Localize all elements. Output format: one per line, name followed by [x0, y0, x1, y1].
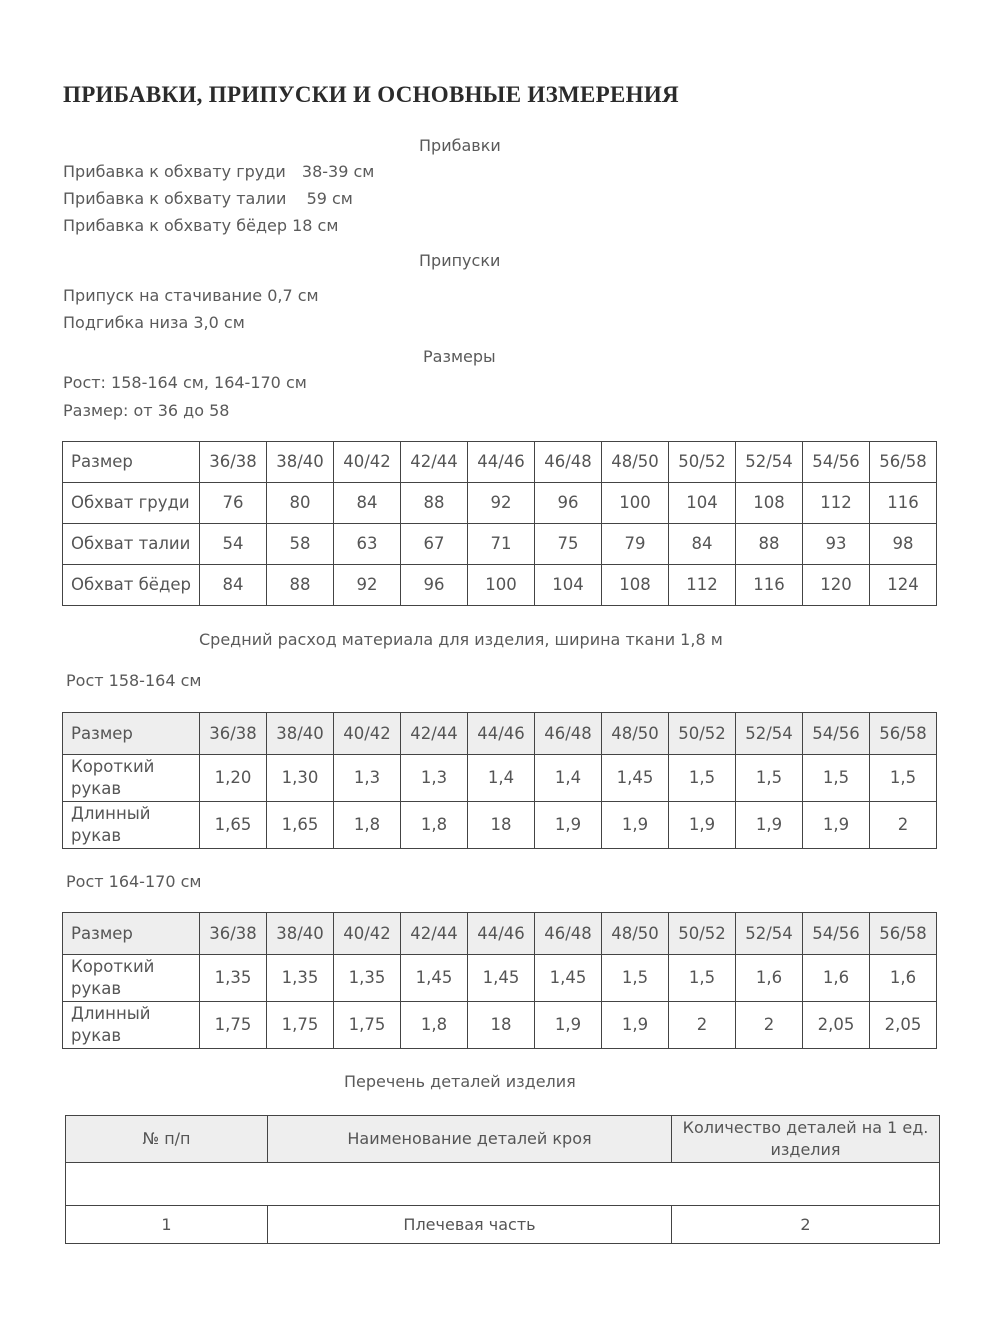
table-cell: 1,65: [267, 802, 334, 849]
size-header-cell: 56/58: [870, 713, 937, 755]
table-header-row: [66, 1116, 940, 1163]
table-cell: 1,9: [535, 802, 602, 849]
table-cell: 1,75: [267, 1002, 334, 1049]
table-cell: 88: [267, 565, 334, 606]
table-cell: 54: [200, 524, 267, 565]
size-header-cell: 36/38: [200, 713, 267, 755]
table-row-long-sleeve: [63, 1002, 937, 1049]
table-cell: 100: [468, 565, 535, 606]
column-header-count: Количество деталей на 1 ед. изделия: [672, 1116, 940, 1163]
table-row-waist: [63, 524, 937, 565]
table-row-long-sleeve: [63, 802, 937, 849]
table-cell: 1,4: [535, 755, 602, 802]
size-range-line: Размер: от 36 до 58: [63, 401, 230, 420]
table-cell: 1,6: [803, 955, 870, 1002]
table-cell: 1,6: [870, 955, 937, 1002]
hem-allowance-line: Подгибка низа 3,0 см: [63, 313, 245, 332]
table-row-short-sleeve: [63, 955, 937, 1002]
table-cell: 1,45: [602, 755, 669, 802]
table-cell: 2,05: [870, 1002, 937, 1049]
size-header-cell: 50/52: [669, 913, 736, 955]
table-cell: 2: [870, 802, 937, 849]
size-header-cell: 42/44: [401, 442, 468, 483]
size-header-cell: 48/50: [602, 442, 669, 483]
table-cell: 92: [334, 565, 401, 606]
table-header-row: [63, 713, 937, 755]
allowance-hips: Прибавка к обхвату бёдер 18 см: [63, 216, 339, 235]
table-cell: 1,4: [468, 755, 535, 802]
height-range-line: Рост: 158-164 см, 164-170 см: [63, 373, 307, 392]
table-cell: 1,3: [334, 755, 401, 802]
table-cell: 1,5: [803, 755, 870, 802]
table-cell: 1,8: [401, 1002, 468, 1049]
allowance-waist: Прибавка к обхвату талии 59 см: [63, 189, 353, 208]
page-title: ПРИБАВКИ, ПРИПУСКИ И ОСНОВНЫЕ ИЗМЕРЕНИЯ: [63, 82, 679, 107]
size-header-cell: 42/44: [401, 913, 468, 955]
consumption-table-158-164: [62, 712, 937, 849]
size-header-cell: 56/58: [870, 442, 937, 483]
header-size-label: Размер: [63, 913, 200, 955]
table-cell: 75: [535, 524, 602, 565]
consumption-heading: Средний расход материала для изделия, ширина ткани 1,8 м: [199, 630, 723, 649]
table-cell: 1,9: [669, 802, 736, 849]
table-empty-row: [66, 1163, 940, 1206]
table-cell: 1,8: [334, 802, 401, 849]
table-cell: 84: [200, 565, 267, 606]
size-header-cell: 36/38: [200, 442, 267, 483]
table-cell: 104: [669, 483, 736, 524]
table-cell: 88: [736, 524, 803, 565]
table-cell: 116: [736, 565, 803, 606]
column-header-name: Наименование деталей кроя: [268, 1116, 672, 1163]
details-table: [65, 1115, 940, 1244]
size-header-cell: 44/46: [468, 442, 535, 483]
table-cell: 1,5: [736, 755, 803, 802]
table-cell: 67: [401, 524, 468, 565]
row-label: Обхват талии: [63, 524, 200, 565]
table-cell: 18: [468, 802, 535, 849]
table-cell: 1,5: [870, 755, 937, 802]
size-header-cell: 44/46: [468, 713, 535, 755]
table-cell: Плечевая часть: [268, 1206, 672, 1244]
table-cell: 76: [200, 483, 267, 524]
table-cell: 112: [803, 483, 870, 524]
header-size-label: Размер: [63, 442, 200, 483]
table-cell: 1,45: [468, 955, 535, 1002]
table-cell: 1,3: [401, 755, 468, 802]
row-label: Длинный рукав: [63, 1002, 200, 1049]
table-cell: 58: [267, 524, 334, 565]
table-row-hips: [63, 565, 937, 606]
table-cell: 1,35: [334, 955, 401, 1002]
row-label: Короткий рукав: [63, 755, 200, 802]
table-cell: 96: [535, 483, 602, 524]
table-cell: 96: [401, 565, 468, 606]
table-cell: 1,20: [200, 755, 267, 802]
table-cell: 1,9: [803, 802, 870, 849]
size-header-cell: 54/56: [803, 713, 870, 755]
size-header-cell: 38/40: [267, 713, 334, 755]
size-header-cell: 44/46: [468, 913, 535, 955]
sizes-heading: Размеры: [423, 347, 496, 366]
size-header-cell: 52/54: [736, 913, 803, 955]
allowance-chest: Прибавка к обхвату груди 38-39 см: [63, 162, 375, 181]
table-cell: 1,45: [535, 955, 602, 1002]
row-label: Обхват груди: [63, 483, 200, 524]
table-cell: 1,8: [401, 802, 468, 849]
seam-allowance-line: Припуск на стачивание 0,7 см: [63, 286, 319, 305]
table-cell: 1,9: [602, 802, 669, 849]
allowances-heading: Прибавки: [419, 136, 501, 155]
table-cell: 84: [334, 483, 401, 524]
size-header-cell: 54/56: [803, 442, 870, 483]
table-cell: 124: [870, 565, 937, 606]
table-cell: 98: [870, 524, 937, 565]
column-header-number: № п/п: [66, 1116, 268, 1163]
height-158-164-label: Рост 158-164 см: [66, 671, 202, 690]
size-header-cell: 38/40: [267, 913, 334, 955]
size-header-cell: 40/42: [334, 442, 401, 483]
row-label: Обхват бёдер: [63, 565, 200, 606]
table-cell: 1,75: [200, 1002, 267, 1049]
measurements-table: [62, 441, 937, 606]
header-size-label: Размер: [63, 713, 200, 755]
table-cell: 2: [736, 1002, 803, 1049]
size-header-cell: 46/48: [535, 442, 602, 483]
table-cell: 104: [535, 565, 602, 606]
table-cell: 116: [870, 483, 937, 524]
size-header-cell: 52/54: [736, 713, 803, 755]
size-header-cell: 52/54: [736, 442, 803, 483]
table-cell: 88: [401, 483, 468, 524]
size-header-cell: 50/52: [669, 442, 736, 483]
consumption-table-164-170: [62, 912, 937, 1049]
table-cell: 1,5: [669, 955, 736, 1002]
table-cell: 1,65: [200, 802, 267, 849]
table-header-row: [63, 442, 937, 483]
details-heading: Перечень деталей изделия: [344, 1072, 576, 1091]
table-cell: 2,05: [803, 1002, 870, 1049]
size-header-cell: 38/40: [267, 442, 334, 483]
table-cell: 93: [803, 524, 870, 565]
table-cell: 79: [602, 524, 669, 565]
table-cell: 92: [468, 483, 535, 524]
table-cell: 112: [669, 565, 736, 606]
table-cell: 1,6: [736, 955, 803, 1002]
size-header-cell: 48/50: [602, 713, 669, 755]
table-cell: 80: [267, 483, 334, 524]
table-cell: 120: [803, 565, 870, 606]
size-header-cell: 42/44: [401, 713, 468, 755]
table-cell: 1,5: [669, 755, 736, 802]
row-label: Короткий рукав: [63, 955, 200, 1002]
table-cell: 2: [669, 1002, 736, 1049]
table-cell: 63: [334, 524, 401, 565]
table-cell: 18: [468, 1002, 535, 1049]
empty-cell: [66, 1163, 940, 1206]
table-cell: 1,9: [736, 802, 803, 849]
table-cell: 1: [66, 1206, 268, 1244]
table-cell: 1,9: [602, 1002, 669, 1049]
table-cell: 1,45: [401, 955, 468, 1002]
table-cell: 71: [468, 524, 535, 565]
size-header-cell: 36/38: [200, 913, 267, 955]
size-header-cell: 40/42: [334, 913, 401, 955]
table-cell: 100: [602, 483, 669, 524]
table-cell: 108: [602, 565, 669, 606]
height-164-170-label: Рост 164-170 см: [66, 872, 202, 891]
table-header-row: [63, 913, 937, 955]
size-header-cell: 50/52: [669, 713, 736, 755]
table-cell: 2: [672, 1206, 940, 1244]
table-cell: 1,9: [535, 1002, 602, 1049]
table-cell: 1,75: [334, 1002, 401, 1049]
size-header-cell: 40/42: [334, 713, 401, 755]
seam-allowances-heading: Припуски: [419, 251, 501, 270]
table-cell: 84: [669, 524, 736, 565]
size-header-cell: 46/48: [535, 713, 602, 755]
table-row: [66, 1206, 940, 1244]
size-header-cell: 48/50: [602, 913, 669, 955]
size-header-cell: 56/58: [870, 913, 937, 955]
table-cell: 108: [736, 483, 803, 524]
size-header-cell: 46/48: [535, 913, 602, 955]
table-cell: 1,35: [267, 955, 334, 1002]
table-cell: 1,35: [200, 955, 267, 1002]
size-header-cell: 54/56: [803, 913, 870, 955]
table-cell: 1,30: [267, 755, 334, 802]
table-row-short-sleeve: [63, 755, 937, 802]
table-cell: 1,5: [602, 955, 669, 1002]
table-row-chest: [63, 483, 937, 524]
row-label: Длинный рукав: [63, 802, 200, 849]
